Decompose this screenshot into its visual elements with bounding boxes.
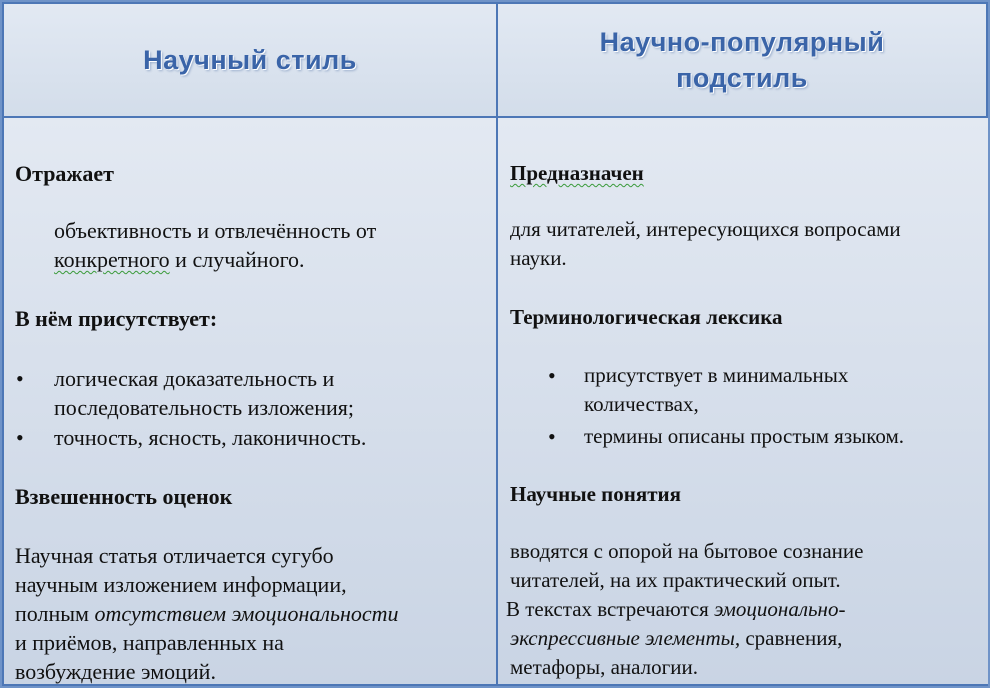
right-paragraph-3-line-4: экспрессивные элементы, сравнения,	[510, 626, 843, 650]
right-heading-terminology: Терминологическая лексика	[510, 305, 783, 329]
left-bullet-1-line-1: логическая доказательность и	[54, 366, 335, 391]
right-bullet-1-line-2: количествах,	[584, 392, 699, 416]
left-bullet-1-line-2: последовательность изложения;	[54, 395, 354, 420]
right-paragraph-3-line-3: В текстах встречаются эмоционально-	[506, 597, 846, 621]
comparison-table	[2, 2, 988, 686]
right-paragraph-1-line-1: для читателей, интересующихся вопросами	[510, 217, 901, 241]
left-paragraph-3-line-3: полным отсутствием эмоциональности	[15, 601, 399, 626]
column-scientific-style	[4, 118, 496, 684]
right-heading-concepts: Научные понятия	[510, 482, 682, 506]
left-paragraph-1-line-1: объективность и отвлечённость от	[54, 218, 377, 243]
left-heading-present: В нём присутствует:	[15, 306, 218, 331]
left-paragraph-3-line-4: и приёмов, направленных на	[15, 630, 284, 655]
right-paragraph-1-line-2: науки.	[510, 246, 567, 270]
left-bullet-2: точность, ясность, лаконичность.	[54, 425, 367, 450]
left-heading-reflects: Отражает	[15, 161, 114, 186]
bullet-dot-icon: •	[16, 425, 24, 450]
header-left-title: Научный стиль	[143, 45, 357, 75]
left-paragraph-3-line-1: Научная статья отличается сугубо	[15, 543, 334, 568]
left-paragraph-1-line-2: конкретного и случайного.	[54, 247, 305, 272]
right-heading-intended: Предназначен	[510, 161, 644, 185]
bullet-dot-icon: •	[548, 363, 556, 388]
header-scientific-style	[4, 4, 496, 118]
left-heading-balanced: Взвешенность оценок	[15, 484, 233, 509]
left-paragraph-3-line-5: возбуждение эмоций.	[15, 659, 216, 684]
right-bullet-2: термины описаны простым языком.	[584, 424, 905, 448]
right-paragraph-3-line-5: метафоры, аналогии.	[510, 655, 698, 679]
column-popular-substyle	[496, 118, 988, 684]
right-bullet-1-line-1: присутствует в минимальных	[584, 363, 849, 387]
bullet-dot-icon: •	[16, 366, 24, 391]
right-paragraph-3-line-1: вводятся с опорой на бытовое сознание	[510, 539, 864, 563]
right-paragraph-3-line-2: читателей, на их практический опыт.	[510, 568, 841, 592]
left-paragraph-3-line-2: научным изложением информации,	[15, 572, 347, 597]
bullet-dot-icon: •	[548, 424, 556, 449]
header-right-title: Научно-популярный подстиль	[599, 27, 885, 93]
header-popular-substyle	[496, 4, 986, 118]
